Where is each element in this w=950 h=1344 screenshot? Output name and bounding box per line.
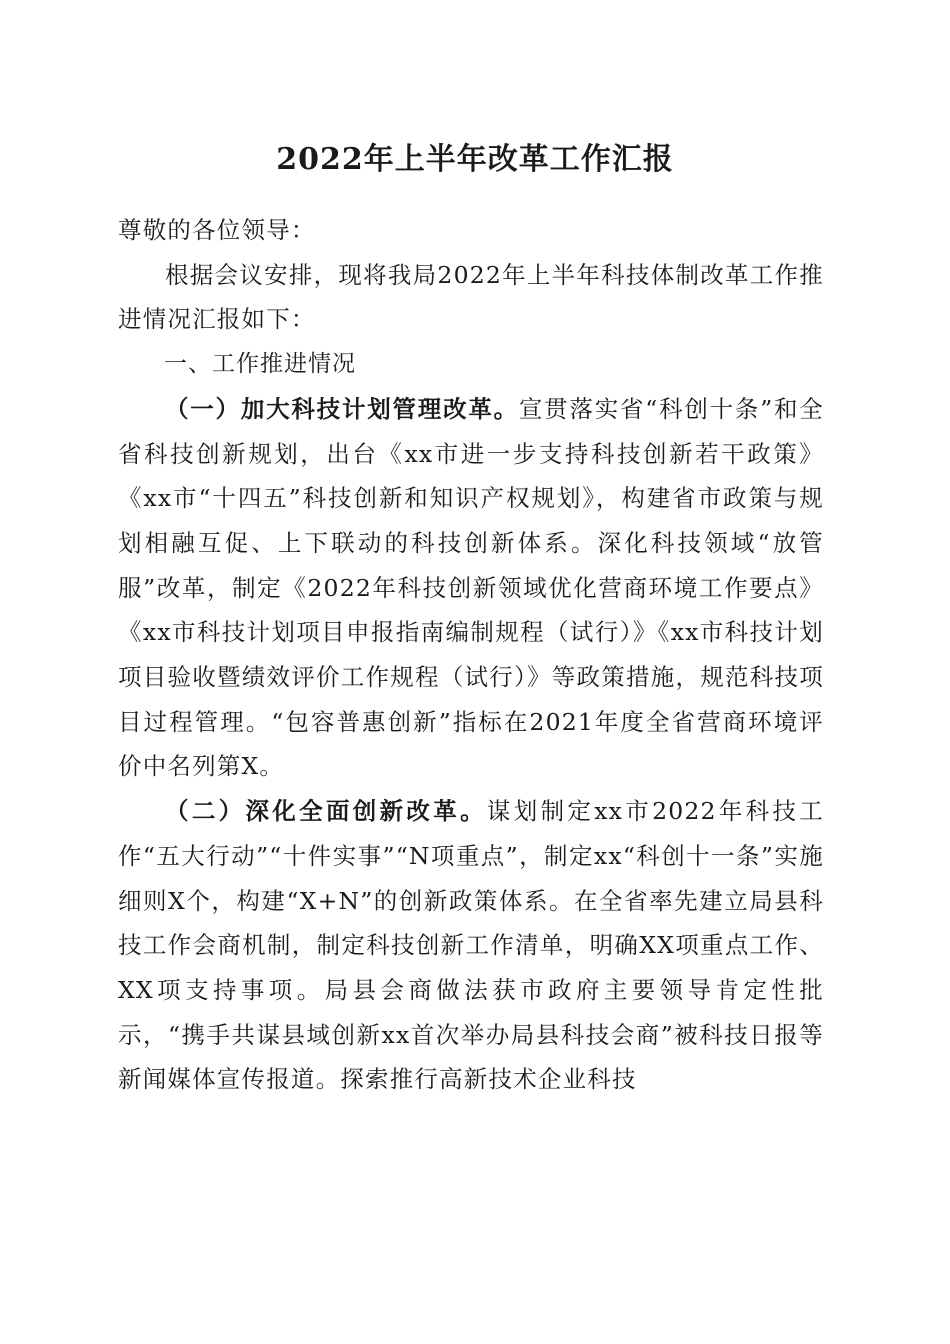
salutation: 尊敬的各位领导： bbox=[118, 216, 316, 244]
intro-paragraph: 根据会议安排，现将我局2022年上半年科技体制改革工作推进情况汇报如下： bbox=[118, 260, 824, 334]
document-body bbox=[118, 208, 824, 1102]
paragraph-item-1 bbox=[118, 387, 824, 789]
section-heading: 一、工作推进情况 bbox=[164, 351, 356, 378]
item-1-heading: （一）加大科技计划管理改革。 bbox=[165, 394, 519, 423]
item-1-body: 宣贯落实省“科创十条”和全省科技创新规划，出台《xx市进一步支持科技创新若干政策》《xx市“十四五”科技创新和知识产权规划》，构建省市政策与规划相融互促、上下联动的科技创新体系。深化科技领域“放管服”改革，制定《2022年科技创新领域优化营商环境工作要点》《xx市科技计划项目申报指南编制规程（试行）》《xx市科技计划项目验收暨绩效评价工作规程（试行）》等政策措施，规范科技项目过程管理。“包容普惠创新”指标在2021年度全省营商环境评价中名列第X。 bbox=[118, 394, 824, 781]
document-title: 2022年上半年改革工作汇报 bbox=[276, 142, 674, 177]
item-2-body: 谋划制定xx市2022年科技工作“五大行动”“十件实事”“N项重点”，制定xx“科创十一条”实施细则X个，构建“X+N”的创新政策体系。在全省率先建立局县科技工作会商机制，制定科技创新工作清单，明确XX项重点工作、XX项支持事项。局县会商做法获市政府主要领导肯定性批示，“携手共谋县域创新xx首次举办局县科技会商”被科技日报等新闻媒体宣传报道。探索推行高新技术企业科技 bbox=[118, 797, 824, 1094]
item-2-heading: （二）深化全面创新改革。 bbox=[165, 797, 487, 826]
paragraph-item-2 bbox=[118, 789, 824, 1102]
